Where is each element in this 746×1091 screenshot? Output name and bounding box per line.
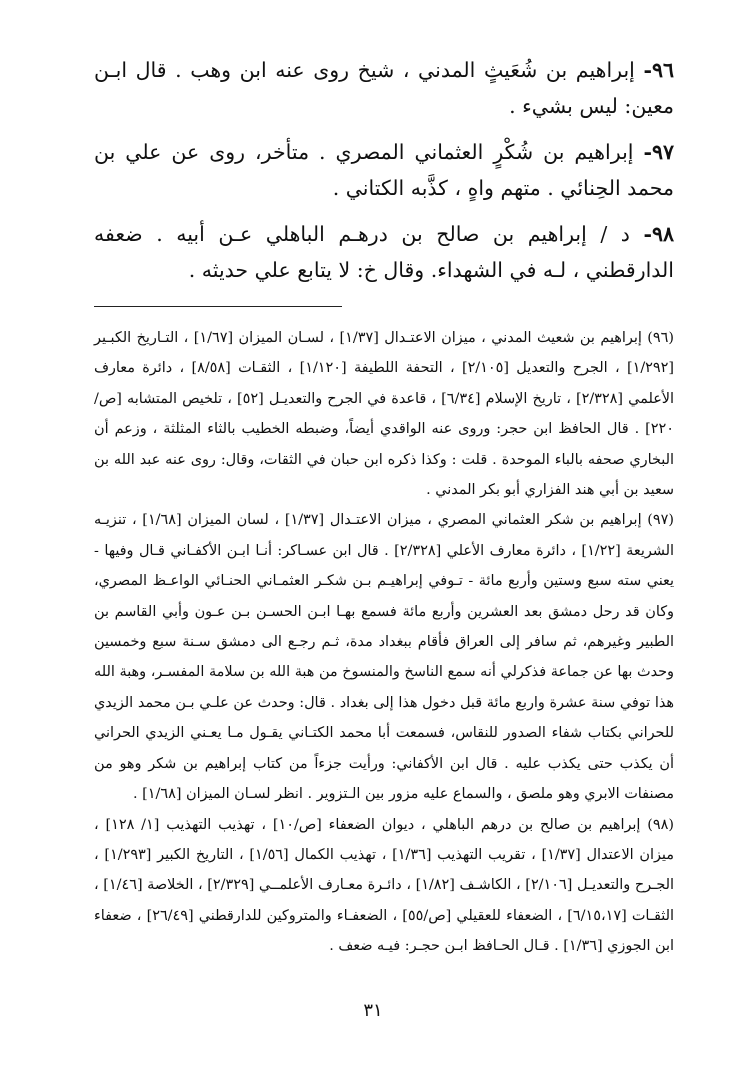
- footnote-98: (٩٨) إبراهيم بن صالح بن درهم الباهلي ، ديوان الضعفاء [ص/١٠] ، تهذيب التهذيب [١/ ١٢٨] ، ميزان الاعتدال [١/٣٧] ، تقريب التهذيب [١/٣٦] ، تهذيب الكمال [١/٥٦] ، التاريخ الكبير [١/٢٩٣] ، الجـرح والتعديـل [٢/١٠٦] ، الكاشـف [١/٨٢] ، دائـرة معـارف الأعلمــي [٢/٣٢٩] ، الخلاصة [١/٤٦] ، الثقـات [٦/١٥،١٧] ، الضعفاء للعقيلي [ص/٥٥] ، الضعفـاء والمتروكين للدارقطني [٢٦/٤٩] ، ضعفاء ابن الجوزي [١/٣٦] . قـال الحـافظ ابـن حجـر: فيـه ضعف .: [94, 816, 675, 955]
- page-number: ٣١: [363, 1000, 383, 1021]
- entry-text: إبراهيم بن شُعَيثٍ المدني ، شيخ روى عنه ابن وهب . قال ابـن معين: ليس بشيء .: [94, 58, 674, 118]
- footnote-97: (٩٧) إبراهيم بن شكر العثماني المصري ، ميزان الاعتـدال [١/٣٧] ، لسان الميزان [١/٦٨] ، تنزيـه الشريعة [١/٢٢] ، دائرة معارف الأعلي [٢/٣٢٨] . قال ابن عسـاكر: أنـا ابـن الأكفـاني قـال وفيها - يعني سته سبع وستين وأربع مائة - تـوفي إبراهيـم بـن شكـر العثمـاني الحنـائي الواعـظ المصري، وكان قد رحل دمشق بعد العشرين وأربع مائة فسمع بهـا ابـن الحسـن بـن عـون وأبي القاسم بن الطبير وغيرهم، ثم سافر إلى العراق فأقام ببغداد مدة، ثـم رجـع الى دمشق سـنة سبع وخمسين وحدث بها عن جماعة فذكرلي أنه سمع الناسخ والمنسوخ من هبة الله بن سلامة المفسـر، وهبة الله هذا توفي سنة عشرة واربع مائة قبل دخول هذا إلى بغداد . قال: وحدث عن علـي بـن محمد الزيدي للحراني بكتاب شفاء الصدور للنقاس، فسمعت أبا محمد الكتـاني يقـول مـا يعـني الزيدي الحراني أن يكذب حتى يكذب عليه . قال ابن الأكفاني: ورأيت جزءاً من كتاب إبراهيم بن شكر وهو من مصنفات الابري وهو ملصق ، والسماع عليه مزور بين الـتزوير . انظر لسـان الميزان [١/٦٨] .: [94, 512, 675, 803]
- entry-97: [94, 134, 674, 206]
- entry-98: [94, 216, 674, 288]
- footnote-96: (٩٦) إبراهيم بن شعيث المدني ، ميزان الاعتـدال [١/٣٧] ، لسـان الميزان [١/٦٧] ، التـاريخ الكبـير [١/٢٩٢] ، الجرح والتعديل [٢/١٠٥] ، التحفة اللطيفة [١/١٢٠] ، الثقـات [٨/٥٨] ، دائرة معارف الأعلمي [٢/٣٢٨] ، تاريخ الإسلام [٦/٣٤] ، قاعدة في الجرح والتعديـل [٥٢] ، تلخيص المتشابه [ص/٢٢٠] . قال الحافظ ابن حجر: وروى عنه الواقدي أيضاً، وضبطه الخطيب بالثاء المثلثة ، وزعم أن البخاري صحفه بالباء الموحدة . قلت : وكذا ذكره ابن حبان في الثقات، وقال: روى عنه عبد الله بن سعيد بن أبي هند الفزاري أبو بكر المدني .: [94, 330, 675, 499]
- entry-96: [94, 52, 674, 124]
- page-content: [94, 52, 674, 962]
- entry-text: إبراهيم بن شُكْرٍ العثماني المصري . متأخر، روى عن علي بن محمد الحِنائي . متهم واهٍ ، كذَّبه الكتاني .: [94, 140, 674, 200]
- entry-number: ٩٨-: [643, 222, 674, 246]
- entry-number: ٩٦-: [643, 58, 674, 82]
- entry-text: د / إبراهيم بن صالح بن درهـم الباهلي عـن أبيه . ضعفه الدارقطني ، لـه في الشهداء. وقال خ: لا يتابع علي حديثه .: [94, 222, 674, 282]
- entry-number: ٩٧-: [643, 140, 674, 164]
- footnote-divider: [94, 306, 342, 307]
